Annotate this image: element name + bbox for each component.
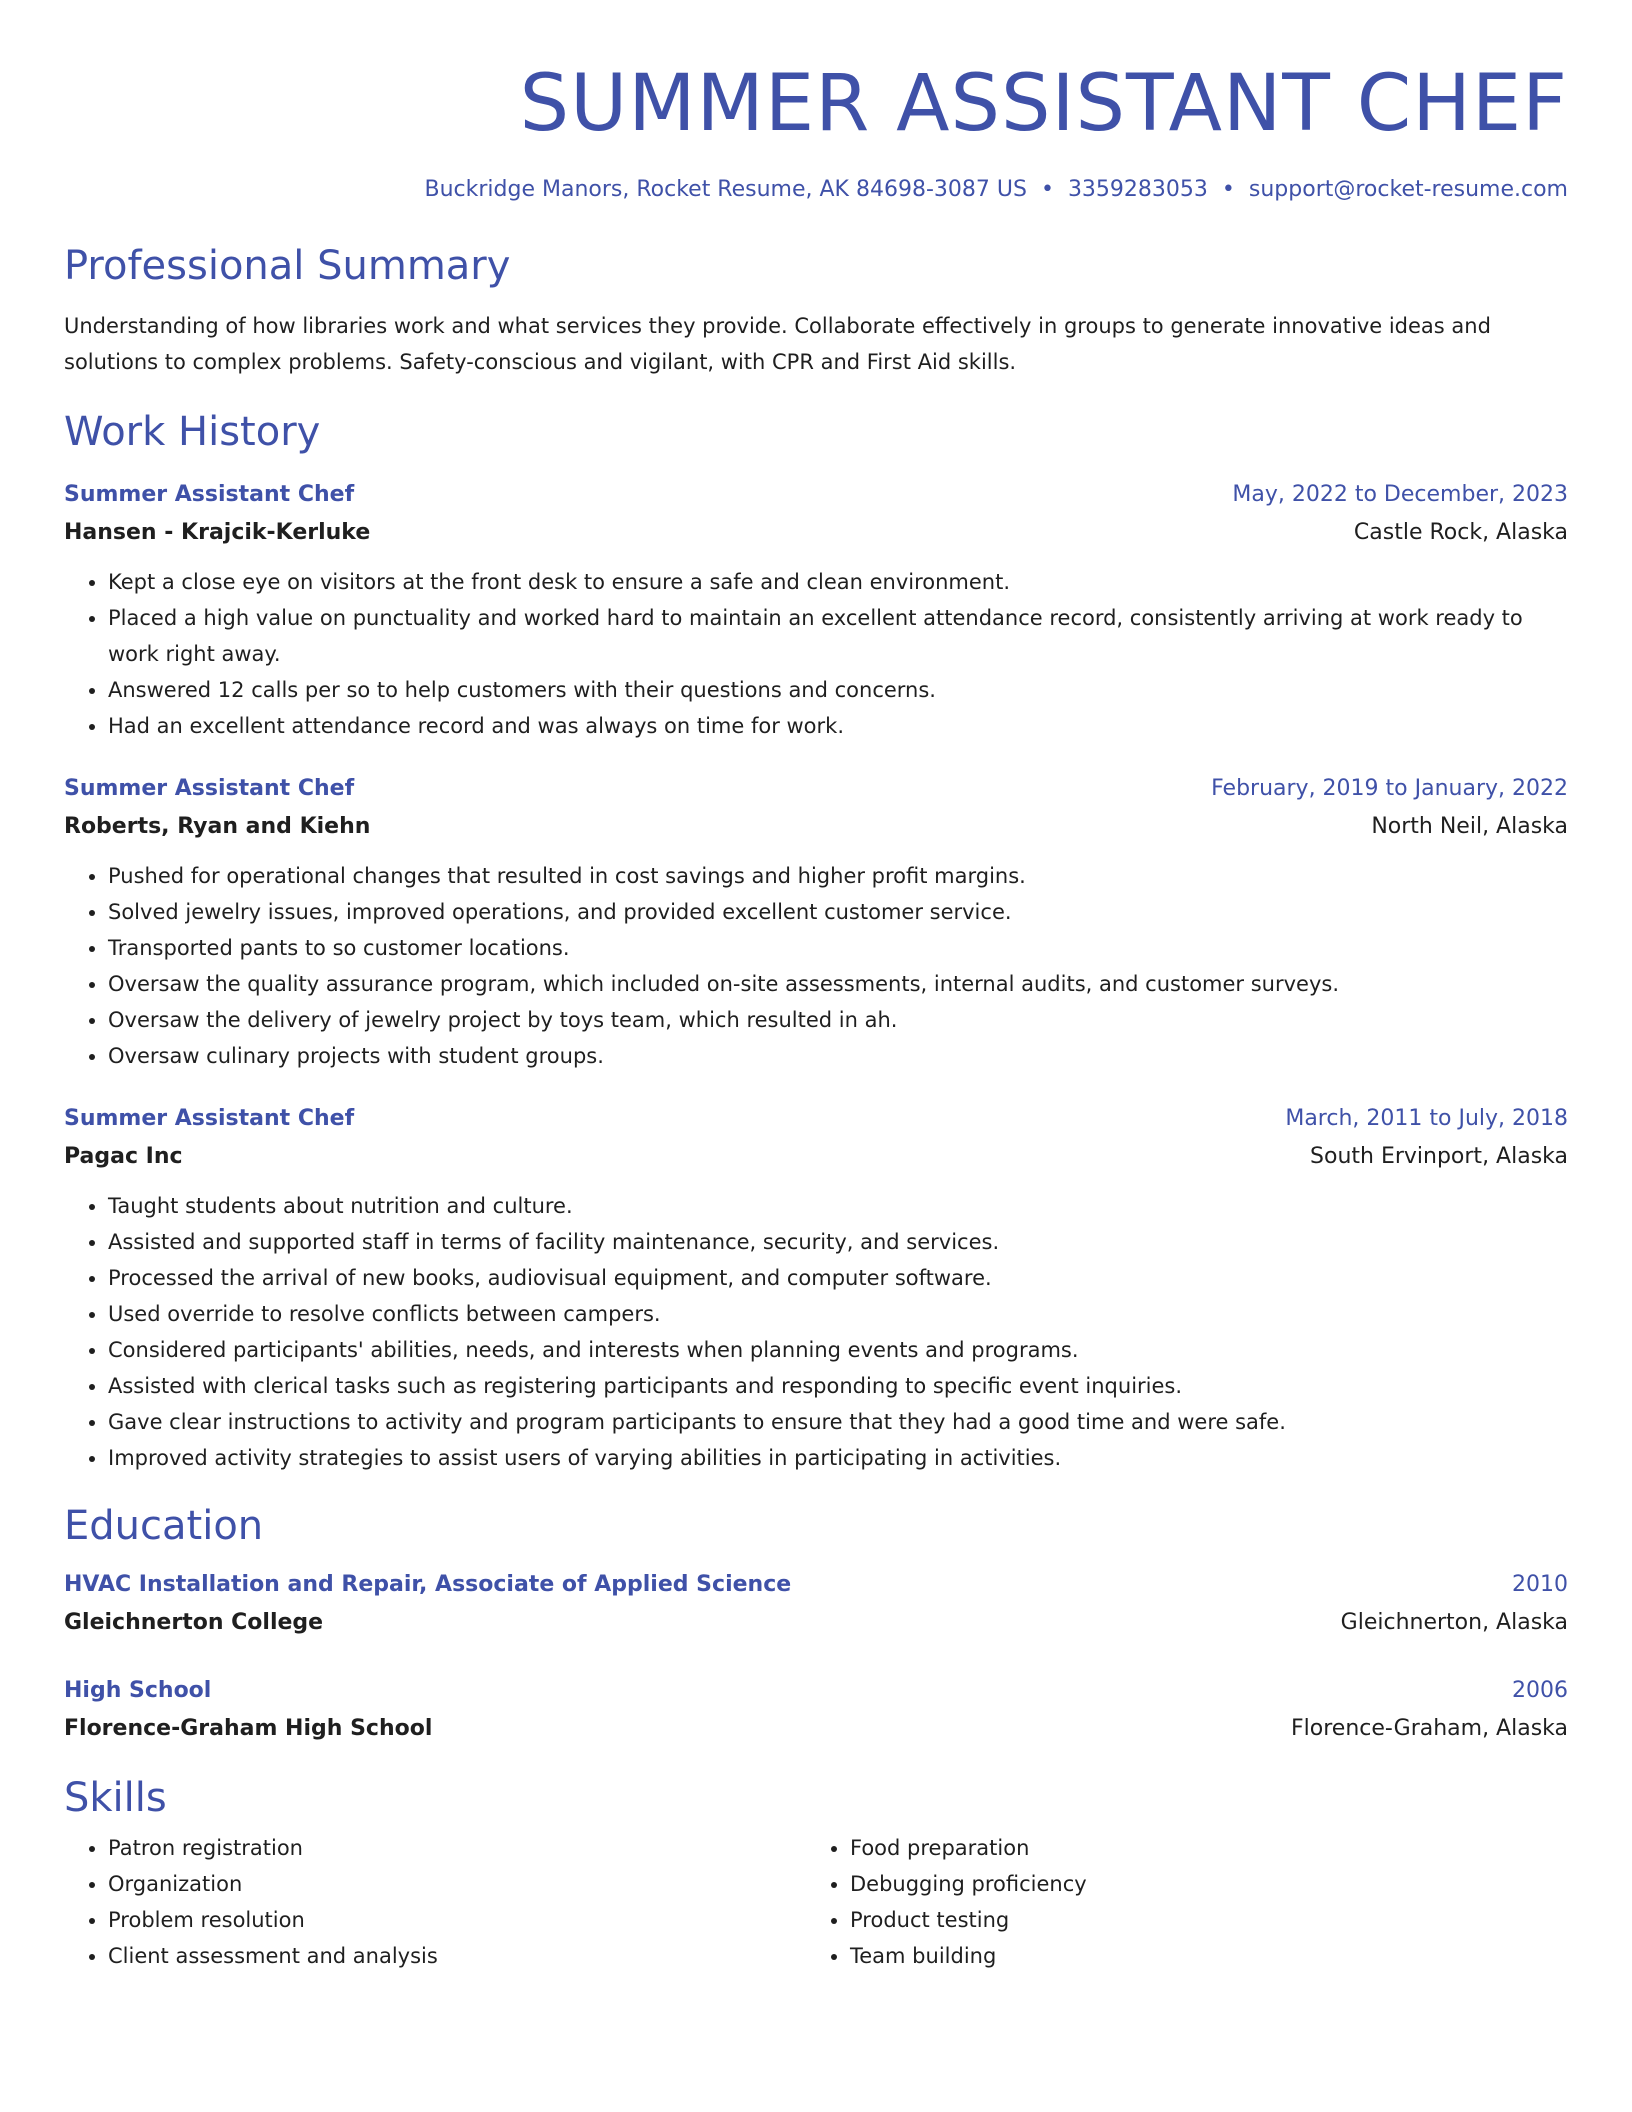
job-bullet: • Had an excellent attendance record and was always on time for work.: [108, 708, 1568, 744]
skills-column-right: [806, 1830, 1548, 1974]
job-bullet: • Answered 12 calls per so to help customers with their questions and concerns.: [108, 672, 1568, 708]
job-header-row: [64, 476, 1568, 514]
job-bullets: [64, 564, 1568, 744]
skill-item: • Debugging proficiency: [850, 1866, 1548, 1902]
contact-line: [64, 176, 1568, 204]
job-bullet: • Considered participants' abilities, needs, and interests when planning events and programs.: [108, 1332, 1568, 1368]
job-bullet: • Oversaw culinary projects with student groups.: [108, 1038, 1568, 1074]
education-school-row: [64, 1604, 1568, 1642]
education-degree-row: [64, 1566, 1568, 1604]
job-dates: May, 2022 to December, 2023: [1232, 482, 1568, 507]
education-year: 2006: [1512, 1678, 1568, 1703]
job-company: Roberts, Ryan and Kiehn: [64, 814, 371, 839]
education-year: 2010: [1512, 1572, 1568, 1597]
skill-item: • Patron registration: [108, 1830, 806, 1866]
education-location: Gleichnerton, Alaska: [1340, 1610, 1568, 1635]
skills-column-left: [64, 1830, 806, 1974]
education-degree: HVAC Installation and Repair, Associate of Applied Science: [64, 1572, 792, 1597]
education-school: Gleichnerton College: [64, 1610, 324, 1635]
job-location: South Ervinport, Alaska: [1310, 1144, 1568, 1169]
contact-separator: •: [1040, 177, 1054, 202]
job-company: Hansen - Krajcik-Kerluke: [64, 520, 371, 545]
job-bullet: • Kept a close eye on visitors at the front desk to ensure a safe and clean environment.: [108, 564, 1568, 600]
education-location: Florence-Graham, Alaska: [1291, 1716, 1568, 1741]
job-dates: March, 2011 to July, 2018: [1285, 1106, 1568, 1131]
section-title-work-history: Work History: [64, 409, 321, 455]
job-entry: [64, 476, 1568, 744]
section-title-education: Education: [64, 1503, 264, 1549]
job-role: Summer Assistant Chef: [64, 1106, 355, 1131]
job-company-row: [64, 1138, 1568, 1176]
education-degree: High School: [64, 1678, 212, 1703]
contact-address: Buckridge Manors, Rocket Resume, AK 84698-3087 US: [424, 177, 1027, 202]
skill-item: • Organization: [108, 1866, 806, 1902]
job-header-row: [64, 1100, 1568, 1138]
job-dates: February, 2019 to January, 2022: [1211, 776, 1568, 801]
education-entry: [64, 1672, 1568, 1748]
skill-item: • Problem resolution: [108, 1902, 806, 1938]
job-entry: [64, 1100, 1568, 1476]
skill-item: • Food preparation: [850, 1830, 1548, 1866]
skill-item: • Team building: [850, 1938, 1548, 1974]
contact-separator: •: [1221, 177, 1235, 202]
job-bullet: • Solved jewelry issues, improved operations, and provided excellent customer service.: [108, 894, 1568, 930]
job-bullet: • Placed a high value on punctuality and worked hard to maintain an excellent attendance record, consistently arriving at work ready to work right away.: [108, 600, 1568, 672]
job-location: North Neil, Alaska: [1371, 814, 1568, 839]
job-bullet: • Taught students about nutrition and culture.: [108, 1188, 1568, 1224]
job-bullet: • Oversaw the quality assurance program, which included on-site assessments, internal audits, and customer surveys.: [108, 966, 1568, 1002]
job-bullets: [64, 858, 1568, 1074]
education-entry: [64, 1566, 1568, 1642]
job-company-row: [64, 514, 1568, 552]
job-company-row: [64, 808, 1568, 846]
job-bullet: • Transported pants to so customer locations.: [108, 930, 1568, 966]
education-degree-row: [64, 1672, 1568, 1710]
job-bullet: • Assisted with clerical tasks such as registering participants and responding to specific event inquiries.: [108, 1368, 1568, 1404]
job-role: Summer Assistant Chef: [64, 482, 355, 507]
job-role: Summer Assistant Chef: [64, 776, 355, 801]
section-title-skills: Skills: [64, 1775, 167, 1821]
job-location: Castle Rock, Alaska: [1353, 520, 1568, 545]
job-bullet: • Used override to resolve conflicts between campers.: [108, 1296, 1568, 1332]
job-bullet: • Assisted and supported staff in terms of facility maintenance, security, and services.: [108, 1224, 1568, 1260]
job-bullet: • Improved activity strategies to assist users of varying abilities in participating in activities.: [108, 1440, 1568, 1476]
contact-phone[interactable]: 3359283053: [1067, 177, 1208, 202]
job-company: Pagac Inc: [64, 1144, 183, 1169]
skill-item: • Client assessment and analysis: [108, 1938, 806, 1974]
resume-header: [64, 56, 1568, 204]
job-bullet: • Oversaw the delivery of jewelry project by toys team, which resulted in ah.: [108, 1002, 1568, 1038]
contact-email[interactable]: support@rocket-resume.com: [1248, 177, 1568, 202]
job-header-row: [64, 770, 1568, 808]
job-entry: [64, 770, 1568, 1074]
job-bullet: • Processed the arrival of new books, audiovisual equipment, and computer software.: [108, 1260, 1568, 1296]
summary-text: Understanding of how libraries work and what services they provide. Collaborate effectively in groups to generate innovative ideas and solutions to complex problems. Safety-conscious and vigilant, with CPR and First Aid skills.: [64, 314, 1491, 374]
job-bullets: [64, 1188, 1568, 1476]
skill-item: • Product testing: [850, 1902, 1548, 1938]
skills-grid: [64, 1830, 1568, 1974]
education-school: Florence-Graham High School: [64, 1716, 433, 1741]
job-bullet: • Gave clear instructions to activity and program participants to ensure that they had a good time and were safe.: [108, 1404, 1568, 1440]
job-bullet: • Pushed for operational changes that resulted in cost savings and higher profit margins.: [108, 858, 1568, 894]
candidate-name: SUMMER ASSISTANT CHEF: [519, 59, 1568, 149]
education-school-row: [64, 1710, 1568, 1748]
section-title-summary: Professional Summary: [64, 243, 511, 289]
